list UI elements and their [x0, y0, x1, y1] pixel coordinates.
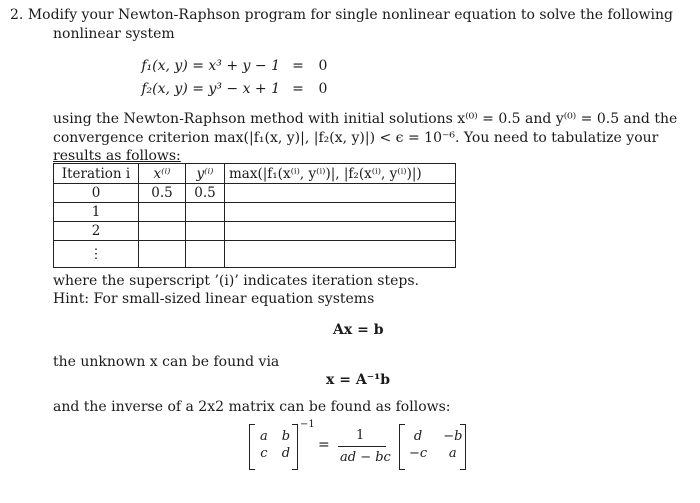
- where-note: where the superscript ’(i)’ indicates iteration steps.: [53, 273, 420, 289]
- cell-max: [225, 241, 456, 268]
- table-row: [54, 222, 456, 241]
- cell-max: [225, 203, 456, 222]
- equation-2-zero: 0: [318, 81, 328, 97]
- solution-equation: x = A⁻¹b: [326, 372, 390, 388]
- equation-2-rhs: [282, 81, 327, 97]
- left-matrix-close-bracket: [292, 424, 298, 470]
- iteration-table: [53, 163, 456, 268]
- cell-x: [139, 203, 186, 222]
- cell-y: [186, 222, 225, 241]
- header-x: x⁽ⁱ⁾: [139, 164, 186, 184]
- equation-2-equals: =: [292, 81, 304, 97]
- cell-max: [225, 222, 456, 241]
- matrix-entry: −c: [409, 446, 428, 461]
- linear-system-equation: Ax = b: [333, 322, 384, 338]
- cell-x: [139, 222, 186, 241]
- hint-text: Hint: For small-sized linear equation systems: [53, 291, 375, 307]
- cell-max: [225, 184, 456, 203]
- unknown-note: the unknown x can be found via: [53, 354, 280, 370]
- cell-y: 0.5: [186, 184, 225, 203]
- formula-equals: =: [318, 437, 330, 453]
- matrix-entry: a: [448, 446, 457, 461]
- cell-y: [186, 203, 225, 222]
- left-matrix: [260, 429, 290, 461]
- cell-x: 0.5: [139, 184, 186, 203]
- matrix-entry: −b: [443, 429, 463, 444]
- cell-x: [139, 241, 186, 268]
- cell-iteration: 2: [54, 222, 139, 241]
- matrix-entry: b: [281, 429, 291, 444]
- equation-1-lhs: f₁(x, y) = x³ + y − 1: [141, 58, 280, 74]
- table-row: [54, 241, 456, 268]
- cell-iteration: 1: [54, 203, 139, 222]
- problem-text-1: Modify your Newton-Raphson program for single nonlinear equation to solve the following: [27, 7, 673, 23]
- cell-y: [186, 241, 225, 268]
- problem-number: 2.: [10, 7, 24, 23]
- problem-line-2: nonlinear system: [53, 26, 175, 42]
- left-matrix-open-bracket: [249, 424, 255, 470]
- cell-iteration: 0: [54, 184, 139, 203]
- method-paragraph-line-2: convergence criterion max(|f₁(x, y)|, |f₂(x, y)|) < ϵ = 10⁻⁶. You need to tabulatize your: [53, 130, 659, 146]
- fraction-numerator: 1: [356, 428, 365, 443]
- cell-iteration: ⋮: [54, 241, 139, 268]
- header-y: y⁽ⁱ⁾: [186, 164, 225, 184]
- table-row: [54, 184, 456, 203]
- inverse-exponent: −1: [300, 419, 315, 430]
- problem-line-1: [10, 7, 673, 23]
- header-max-residual: max(|f₁(x⁽ⁱ⁾, y⁽ⁱ⁾)|, |f₂(x⁽ⁱ⁾, y⁽ⁱ⁾)|): [225, 164, 456, 184]
- right-matrix-close-bracket: [460, 424, 466, 470]
- matrix-entry: c: [260, 446, 268, 461]
- header-iteration: Iteration i: [54, 164, 139, 184]
- equation-1-rhs: [282, 58, 382, 74]
- right-matrix: [409, 429, 462, 461]
- fraction-bar: [338, 446, 386, 447]
- inverse-note: and the inverse of a 2x2 matrix can be found as follows:: [53, 399, 451, 415]
- equation-2-lhs: f₂(x, y) = y³ − x + 1: [141, 81, 280, 97]
- table-row: [54, 203, 456, 222]
- table-header-row: [54, 164, 456, 184]
- method-paragraph-line-3: results as follows:: [53, 148, 181, 164]
- right-matrix-open-bracket: [399, 424, 405, 470]
- matrix-entry: d: [413, 429, 423, 444]
- equation-1-equals: =: [292, 58, 304, 74]
- fraction-denominator: ad − bc: [340, 450, 391, 465]
- method-paragraph-line-1: using the Newton-Raphson method with initial solutions x⁽⁰⁾ = 0.5 and y⁽⁰⁾ = 0.5 and the: [53, 111, 678, 127]
- matrix-entry: a: [260, 429, 268, 444]
- matrix-entry: d: [281, 446, 291, 461]
- equation-1-zero: 0: [318, 58, 328, 74]
